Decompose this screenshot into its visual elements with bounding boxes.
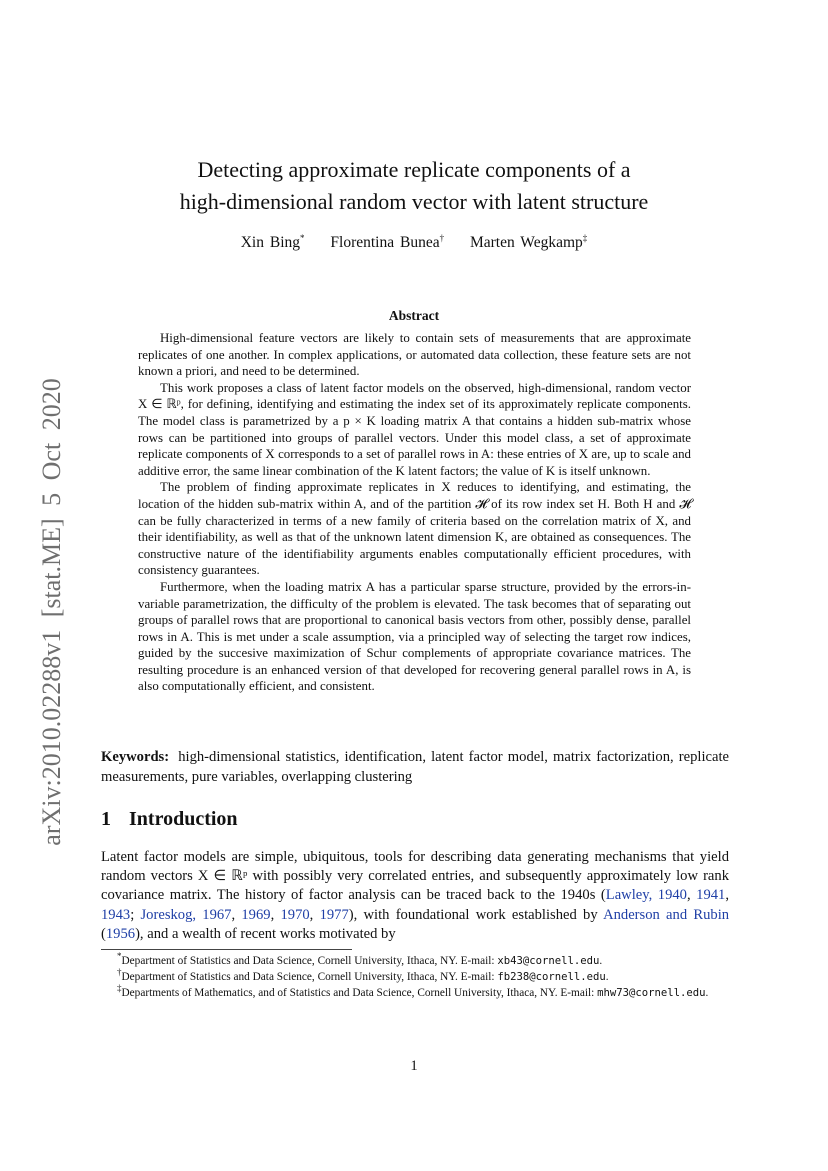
abstract-paragraph: This work proposes a class of latent factor models on the observed, high-dimensional, random vector X ∈ ℝᵖ, for defining, identifying and estimating the index set of its approximately replicate components. The model class is parametrized by a p × K loading matrix A that contains a hidden sub-matrix whose rows can be partitioned into groups of parallel vectors. Under this model class, a set of approximate replicate components of X corresponds to a set of parallel rows in A: these entries of X are, up to scale and additive error, the same linear combination of the K latent factors; the value of K is itself unknown. [138, 380, 691, 478]
intro-text: ( [101, 925, 106, 942]
footnote-mark: * [117, 951, 122, 962]
author-list [100, 234, 728, 252]
intro-text: ; [130, 906, 141, 923]
footnote-text: Departments of Mathematics, and of Statistics and Data Science, Cornell University, Ithaca, NY. E-mail: [121, 987, 598, 999]
intro-text: ), and a wealth of recent works motivated by [135, 925, 396, 942]
author-mark: * [300, 232, 305, 243]
citation-link[interactable]: Anderson and Rubin [603, 906, 730, 923]
page-number: 1 [410, 1058, 418, 1074]
intro-text: , [686, 887, 697, 904]
citation-link[interactable]: 1969 [241, 906, 271, 923]
citation-link[interactable]: 1943 [101, 906, 131, 923]
intro-text: , [270, 906, 281, 923]
author-mark: † [439, 232, 445, 243]
intro-text: , [309, 906, 320, 923]
footnote: †Department of Statistics and Data Science, Cornell University, Ithaca, NY. E-mail: fb238@cornell.edu. [117, 967, 609, 983]
intro-text: Latent factor models are simple, ubiquitous, tools for describing data generating mechanisms that yield random vectors X ∈ ℝᵖ with possibly very correlated entries, and subsequently approximately low rank covariance matrix. The history of factor analysis can be traced back to the 1940s ( [101, 849, 729, 904]
title-line-1: Detecting approximate replicate components of a [197, 157, 631, 182]
citation-link[interactable]: 1970 [280, 906, 310, 923]
footnote-text: Department of Statistics and Data Science, Cornell University, Ithaca, NY. E-mail: [121, 971, 498, 983]
citation-link[interactable]: 1941 [696, 887, 726, 904]
arxiv-side-identifier: arXiv:2010.02288v1 [stat.ME] 5 Oct 2020 [37, 378, 66, 846]
author-mark: ‡ [582, 232, 588, 243]
citation-link[interactable]: Lawley, 1940 [605, 887, 687, 904]
abstract-body [138, 330, 691, 695]
intro-text: , [725, 887, 729, 904]
footnote-email: mhw73@cornell.edu [597, 987, 706, 999]
footnote-email: fb238@cornell.edu [497, 971, 606, 983]
intro-paragraph [101, 848, 729, 944]
abstract-paragraph: The problem of finding approximate replicates in X reduces to identifying, and estimating, the location of the hidden sub-matrix within A, and of the partition 𝓗 of its row index set H. Both H and 𝓗 can be fully characterized in terms of a new family of criteria based on the correlation matrix of X, and their identifiability, as well as that of the unknown latent dimension K, are obtained as consequences. The constructive nature of the identifiability arguments enables computationally efficient procedures, with consistency guarantees. [138, 480, 691, 578]
footnotes [101, 953, 729, 1001]
footnote-divider [101, 949, 352, 950]
author-name: Xin Bing [240, 234, 301, 251]
author [470, 234, 587, 251]
abstract-paragraph: High-dimensional feature vectors are likely to contain sets of measurements that are approximate replicates of one another. In complex applications, or automated data collection, these feature sets are not known a priori, and need to be determined. [138, 331, 691, 379]
footnote-email: xb43@cornell.edu [497, 955, 600, 967]
citation-link[interactable]: Joreskog, 1967 [140, 906, 232, 923]
author-name: Marten Wegkamp [469, 234, 583, 251]
author-name: Florentina Bunea [330, 234, 440, 251]
footnote: ‡Departments of Mathematics, and of Statistics and Data Science, Cornell University, Ithaca, NY. E-mail: mhw73@cornell.edu. [117, 983, 709, 999]
section-number: 1 [101, 808, 111, 830]
keywords-text: high-dimensional statistics, identification, latent factor model, matrix factorization, replicate measurements, pure variables, overlapping clustering [101, 749, 729, 785]
footnote-text: Department of Statistics and Data Science, Cornell University, Ithaca, NY. E-mail: [121, 955, 498, 967]
section-title: Introduction [129, 808, 238, 830]
abstract-heading: Abstract [388, 308, 440, 323]
citation-link[interactable]: 1977 [319, 906, 349, 923]
section-heading [101, 808, 238, 831]
footnote-mark: † [117, 967, 122, 978]
author [241, 234, 305, 251]
paper-title [100, 154, 728, 218]
abstract-paragraph: Furthermore, when the loading matrix A has a particular sparse structure, provided by the errors-in-variable parametrization, the difficulty of the problem is elevated. The task becomes that of separating out groups of parallel rows that are proportional to canonical basis vectors from other, possibly dense, parallel rows in A. This is met under a scale assumption, via a principled way of selecting the target row indices, guided by the succesive maximization of Schur complements of appropriate covariance matrices. The resulting procedure is an enhanced version of that developed for recovering general parallel rows in A, is also computationally efficient, and consistent. [138, 579, 691, 694]
title-line-2: high-dimensional random vector with latent structure [179, 189, 649, 214]
intro-text: , [231, 906, 242, 923]
author [330, 234, 444, 251]
footnote: *Department of Statistics and Data Science, Cornell University, Ithaca, NY. E-mail: xb43@cornell.edu. [117, 951, 603, 967]
footnote-mark: ‡ [117, 983, 122, 994]
keywords-block [101, 747, 729, 787]
intro-text: ), with foundational work established by [348, 906, 604, 923]
keywords-label: Keywords: [101, 749, 170, 765]
citation-link[interactable]: 1956 [105, 925, 136, 942]
